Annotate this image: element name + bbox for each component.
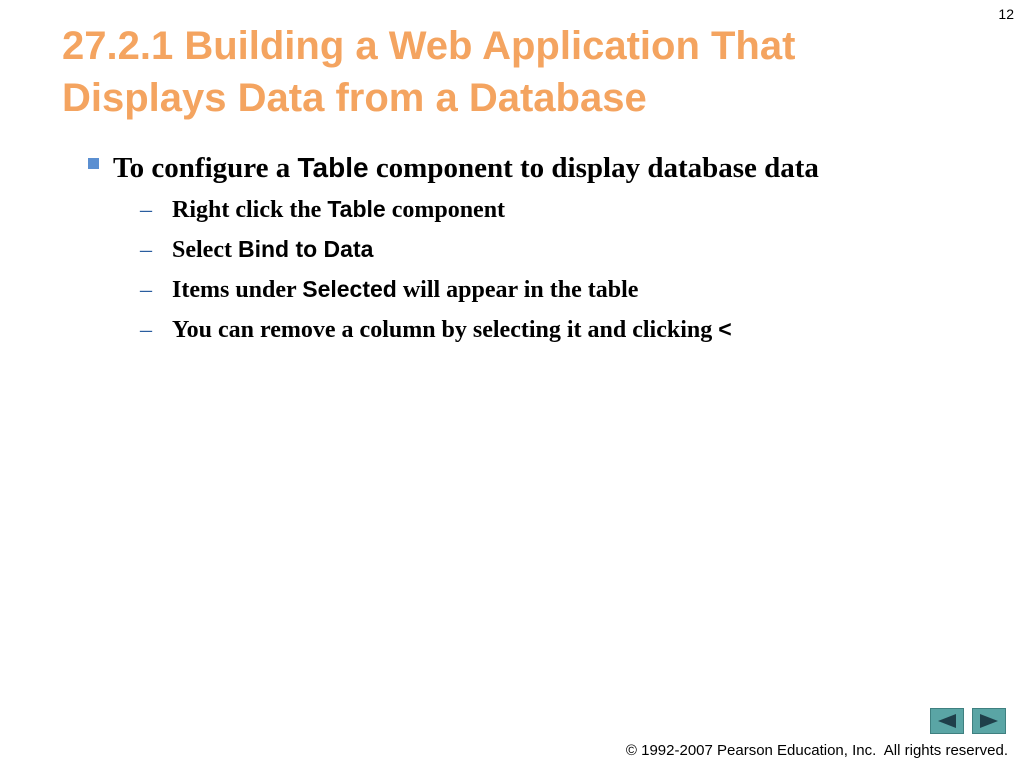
slide-title <box>62 20 962 124</box>
sub-bullet-4 <box>140 310 988 350</box>
sub-bullet-keyword: Table <box>327 196 386 222</box>
sub-bullet-prefix: Right click the <box>172 197 328 223</box>
slide-content <box>88 148 988 350</box>
main-bullet-suffix: component to display database data <box>368 152 819 184</box>
next-slide-button[interactable] <box>972 708 1006 734</box>
sub-bullet-prefix: Items under <box>172 277 303 303</box>
dash-bullet-icon: – <box>140 277 152 303</box>
square-bullet-icon <box>88 158 99 169</box>
previous-slide-button[interactable] <box>930 708 964 734</box>
sub-bullet-keyword: < <box>718 316 732 342</box>
triangle-left-icon <box>936 713 958 729</box>
sub-bullet-text <box>172 230 373 270</box>
main-bullet <box>88 148 988 188</box>
sub-bullet-suffix: will appear in the table <box>396 277 639 303</box>
sub-bullet-text <box>172 270 638 310</box>
sub-bullet-text <box>172 190 505 230</box>
sub-bullet-2 <box>140 230 988 270</box>
sub-bullet-prefix: Select <box>172 237 238 263</box>
dash-bullet-icon: – <box>140 317 152 343</box>
sub-bullet-1 <box>140 190 988 230</box>
sub-bullet-keyword: Bind to Data <box>237 236 374 262</box>
triangle-right-icon <box>978 713 1000 729</box>
slide-title-line-1: 27.2.1 Building a Web Application That <box>62 24 796 68</box>
slide-title-line-2: Displays Data from a Database <box>62 76 647 120</box>
copyright-footer: © 1992-2007 Pearson Education, Inc. All rights reserved. <box>625 742 1008 759</box>
sub-bullet-list <box>88 190 988 350</box>
sub-bullet-suffix: component <box>385 197 506 223</box>
dash-bullet-icon: – <box>140 237 152 263</box>
main-bullet-prefix: To configure a <box>113 152 298 184</box>
slide-number: 12 <box>998 6 1014 22</box>
main-bullet-text <box>113 148 819 188</box>
sub-bullet-text <box>172 310 732 350</box>
sub-bullet-keyword: Selected <box>302 276 397 302</box>
dash-bullet-icon: – <box>140 197 152 223</box>
sub-bullet-3 <box>140 270 988 310</box>
sub-bullet-prefix: You can remove a column by selecting it and clicking <box>172 317 719 343</box>
main-bullet-keyword: Table <box>297 152 369 183</box>
